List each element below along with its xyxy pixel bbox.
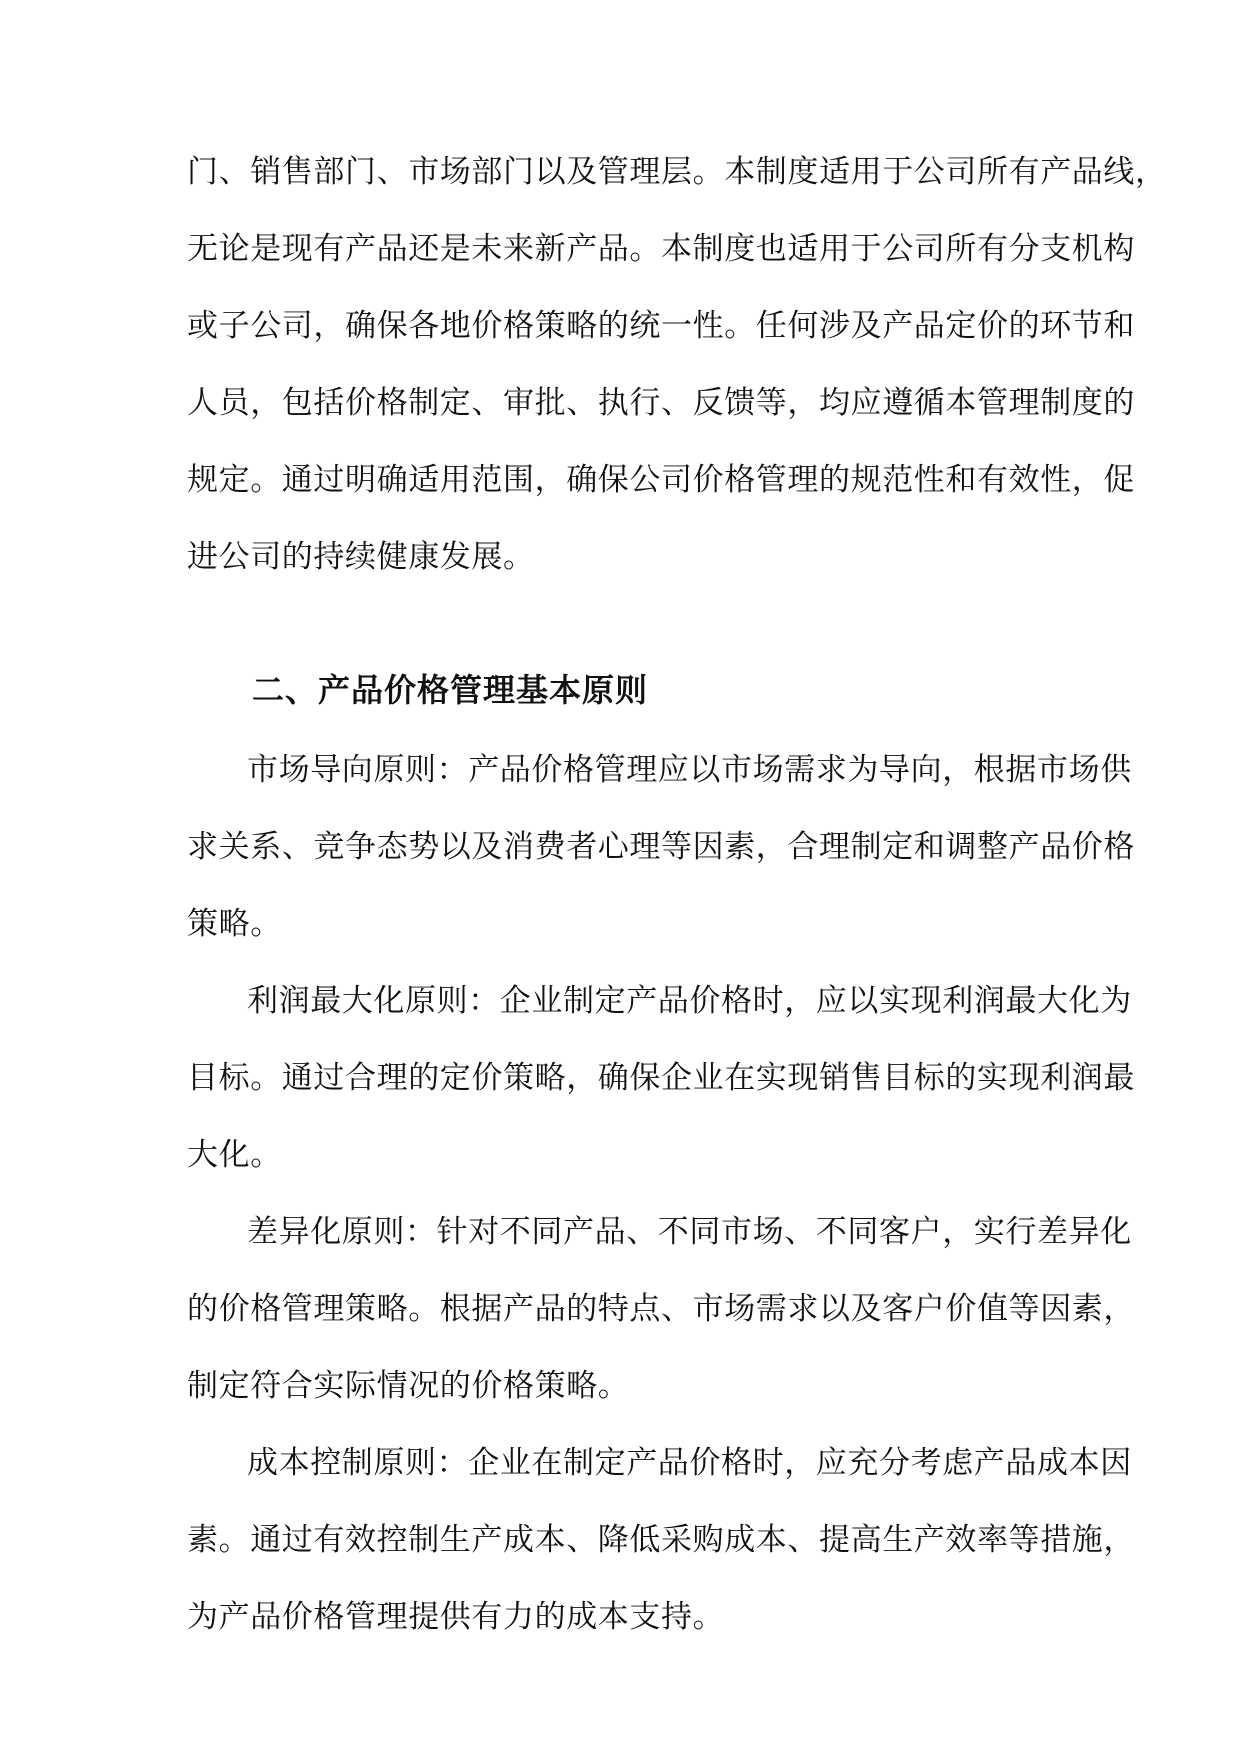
text-line: 无论是现有产品还是未来新产品。本制度也适用于公司所有分支机构	[187, 231, 1135, 267]
principle-paragraph-differentiation	[187, 1200, 1135, 1431]
text-line: 为产品价格管理提供有力的成本支持。	[187, 1599, 725, 1635]
principle-paragraph-cost	[187, 1431, 1135, 1662]
text-line: 差异化原则：针对不同产品、不同市场、不同客户，实行差异化	[247, 1214, 1132, 1250]
text-line: 进公司的持续健康发展。	[187, 539, 535, 575]
principle-paragraph-market	[187, 738, 1135, 969]
text-line: 策略。	[187, 906, 282, 942]
section-heading: 二、产品价格管理基本原则	[252, 671, 649, 709]
text-line: 的价格管理策略。根据产品的特点、市场需求以及客户价值等因素，	[187, 1291, 1135, 1327]
text-line: 成本控制原则：企业在制定产品价格时，应充分考虑产品成本因	[247, 1445, 1132, 1481]
text-line: 目标。通过合理的定价策略，确保企业在实现销售目标的实现利润最	[187, 1060, 1135, 1096]
text-line: 市场导向原则：产品价格管理应以市场需求为导向，根据市场供	[247, 752, 1132, 788]
principle-paragraph-profit	[187, 969, 1135, 1200]
document-body	[187, 140, 1167, 1662]
text-line: 制定符合实际情况的价格策略。	[187, 1368, 630, 1404]
text-line: 或子公司，确保各地价格策略的统一性。任何涉及产品定价的环节和	[187, 308, 1135, 344]
text-line: 门、销售部门、市场部门以及管理层。本制度适用于公司所有产品线，	[187, 154, 1167, 190]
text-line: 求关系、竞争态势以及消费者心理等因素，合理制定和调整产品价格	[187, 829, 1135, 865]
text-line: 规定。通过明确适用范围，确保公司价格管理的规范性和有效性，促	[187, 462, 1135, 498]
text-line: 利润最大化原则：企业制定产品价格时，应以实现利润最大化为	[247, 983, 1132, 1019]
text-line: 人员，包括价格制定、审批、执行、反馈等，均应遵循本管理制度的	[187, 385, 1135, 421]
text-line: 大化。	[187, 1137, 282, 1173]
text-line: 素。通过有效控制生产成本、降低采购成本、提高生产效率等措施，	[187, 1522, 1135, 1558]
intro-paragraph	[187, 140, 1167, 602]
